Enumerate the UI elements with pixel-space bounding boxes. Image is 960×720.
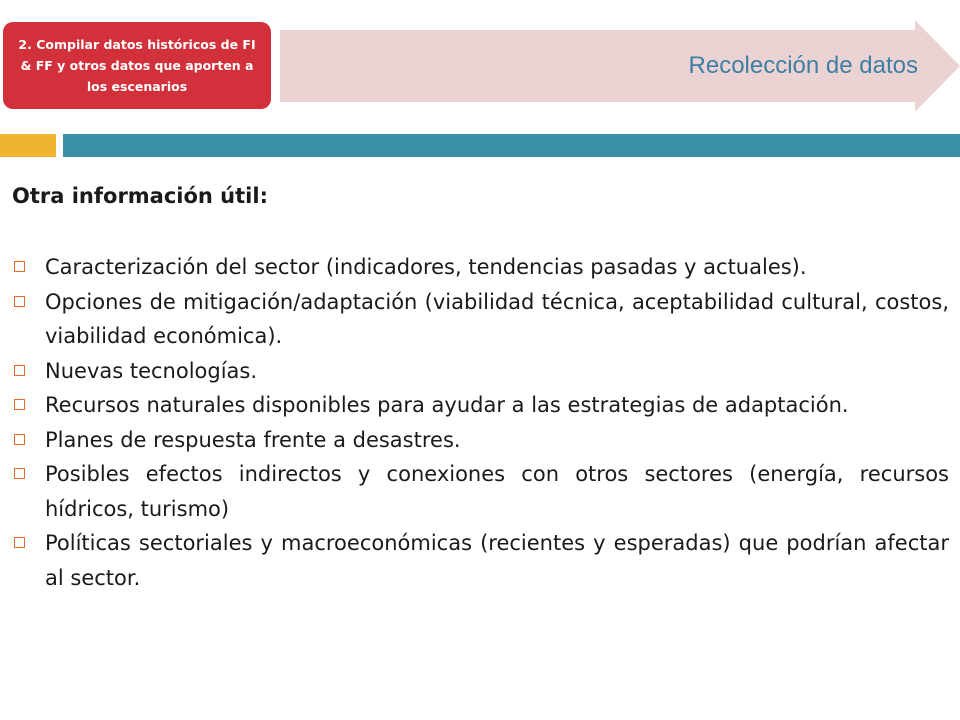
section-heading: Otra información útil: [12,184,268,208]
bullet-item [12,423,949,458]
bullet-text: Recursos naturales disponibles para ayudar a las estrategias de adaptación. [45,393,849,417]
bullet-text: Caracterización del sector (indicadores, tendencias pasadas y actuales). [45,255,807,279]
bullet-item [12,250,949,285]
bullet-item [12,354,949,389]
bullet-text: Planes de respuesta frente a desastres. [45,427,461,452]
bullet-list [12,250,949,595]
bullet-item [12,388,949,423]
bullet-item [12,457,949,526]
step-label-box [3,22,271,109]
bullet-text: Opciones de mitigación/adaptación (viabilidad técnica, aceptabilidad cultural, costos, viabilidad económica). [45,289,949,348]
bullet-item [12,526,949,595]
step-label-text: 2. Compilar datos históricos de FI & FF y otros datos que aporten a los escenarios [18,37,256,94]
bullet-item [12,285,949,354]
hollow-square-bullet-icon [14,399,25,410]
hollow-square-bullet-icon [14,261,25,272]
bullet-text: Posibles efectos indirectos y conexiones con otros sectores (energía, recursos hídricos, turismo) [45,462,949,521]
banner-title: Recolección de datos [688,52,918,79]
bullet-text: Nuevas tecnologías. [45,358,258,383]
hollow-square-bullet-icon [14,434,25,445]
header-rule [63,134,960,157]
bullet-text: Políticas sectoriales y macroeconómicas (recientes y esperadas) que podrían afectar al sector. [45,531,949,590]
hollow-square-bullet-icon [14,296,25,307]
hollow-square-bullet-icon [14,365,25,376]
hollow-square-bullet-icon [14,537,25,548]
hollow-square-bullet-icon [14,468,25,479]
accent-bar [0,134,56,157]
